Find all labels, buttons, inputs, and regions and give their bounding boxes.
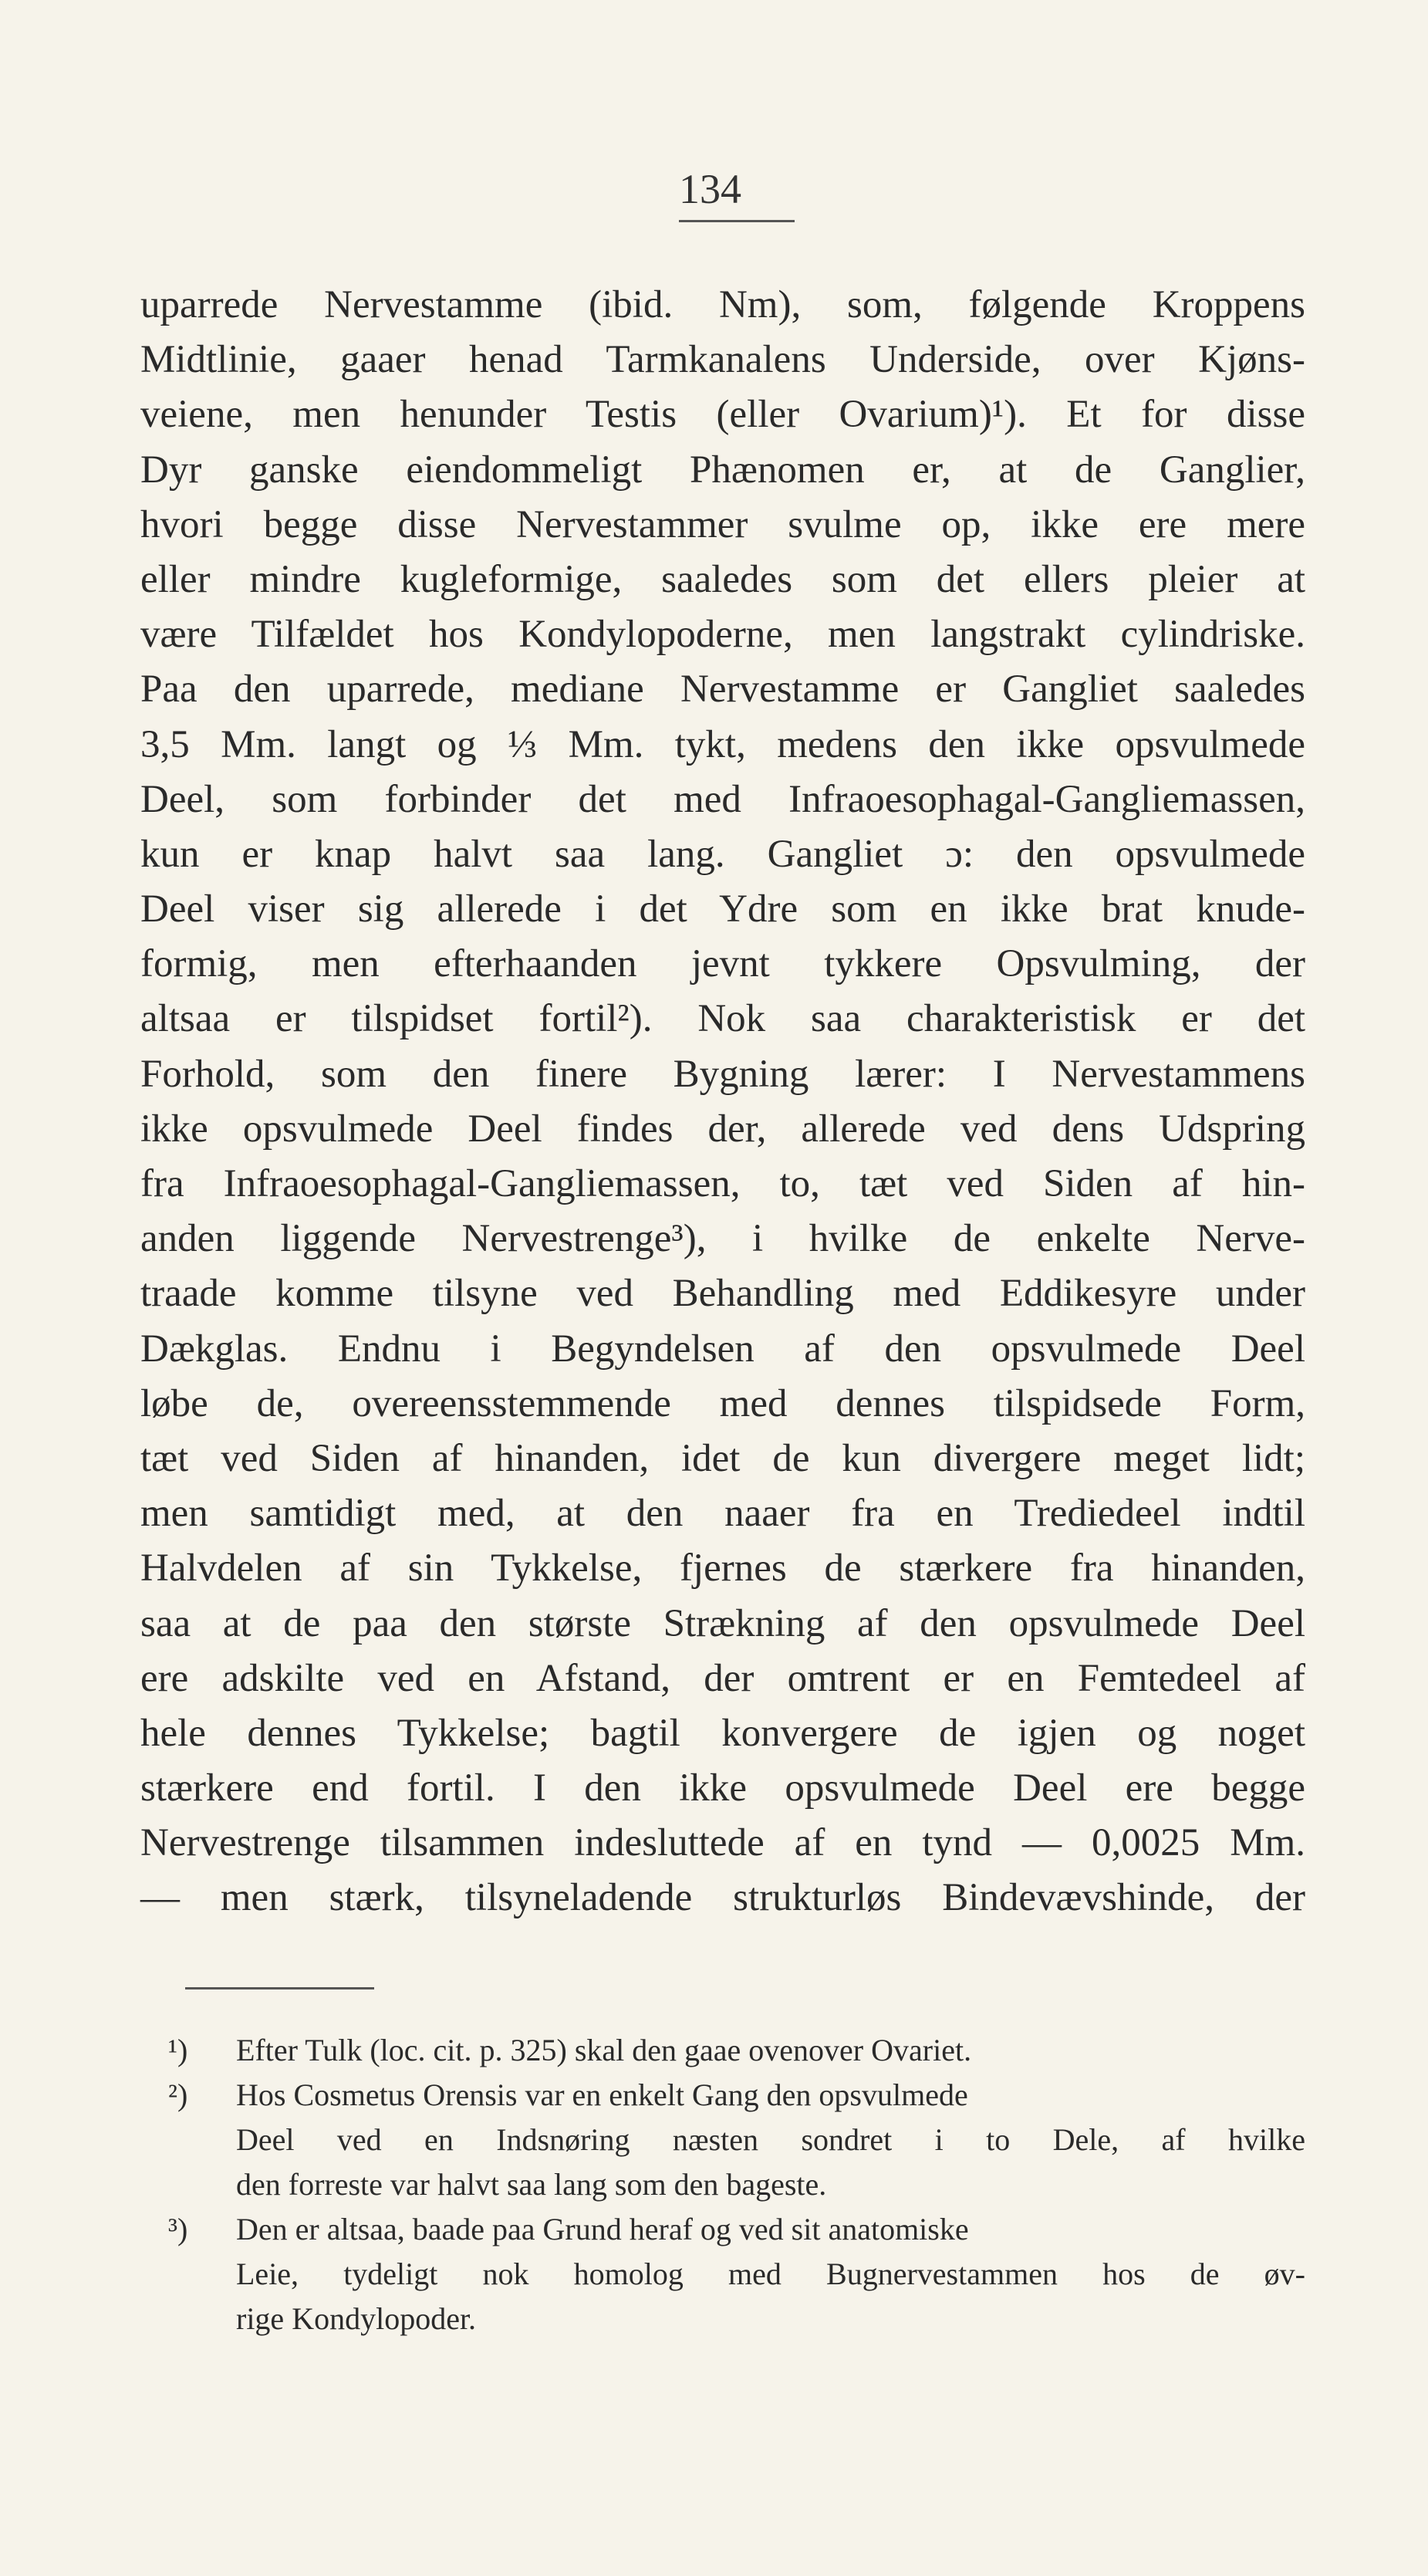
text-line: men samtidigt med, at den naaer fra en Trediedeel indtil <box>140 1492 1305 1536</box>
text-line: Forhold, som den finere Bygning lærer: I Nervestammens <box>140 1052 1305 1096</box>
text-line: eller mindre kugleformige, saaledes som det ellers pleier at <box>140 557 1305 601</box>
text-line: traade komme tilsyne ved Behandling med Eddikesyre under <box>140 1272 1305 1316</box>
text-line: Deel viser sig allerede i det Ydre som en ikke brat knude- <box>140 887 1305 931</box>
text-line: 3,5 Mm. langt og ⅓ Mm. tykt, medens den ikke opsvulmede <box>140 722 1305 766</box>
body-text <box>140 278 1305 1926</box>
text-line: uparrede Nervestamme (ibid. Nm), som, følgende Kroppens <box>140 283 1305 326</box>
text-line: veiene, men henunder Testis (eller Ovarium)¹). Et for disse <box>140 393 1305 437</box>
text-line: Nervestrenge tilsammen indesluttede af en tynd — 0,0025 Mm. <box>140 1821 1305 1865</box>
footnote-text: Hos Cosmetus Orensis var en enkelt Gang den opsvulmede <box>236 2077 968 2112</box>
text-line: kun er knap halvt saa lang. Gangliet ɔ: den opsvulmede <box>140 832 1305 876</box>
footnote-text: Efter Tulk (loc. cit. p. 325) skal den gaae ovenover Ovariet. <box>236 2033 972 2067</box>
text-line: ikke opsvulmede Deel findes der, allerede ved dens Udspring <box>140 1107 1305 1151</box>
footnote-text: Den er altsaa, baade paa Grund heraf og ved sit anatomiske <box>236 2212 969 2246</box>
text-line: hele dennes Tykkelse; bagtil konvergere de igjen og noget <box>140 1711 1305 1755</box>
text-line: løbe de, overeensstemmende med dennes tilspidsede Form, <box>140 1381 1305 1425</box>
text-line: Dyr ganske eiendommeligt Phænomen er, at de Ganglier, <box>140 448 1305 492</box>
footnote-3-continuation: Leie, tydeligt nok homolog med Bugnervestammen hos de øv- <box>236 2257 1305 2291</box>
footnote-2 <box>168 2073 1305 2118</box>
text-line: stærkere end fortil. I den ikke opsvulmede Deel ere begge <box>140 1766 1305 1810</box>
footnote-3 <box>168 2207 1305 2252</box>
footnote-2-continuation: Deel ved en Indsnøring næsten sondret i to Dele, af hvilke <box>236 2122 1305 2157</box>
text-line: altsaa er tilspidset fortil²). Nok saa charakteristisk er det <box>140 997 1305 1041</box>
text-line: Dækglas. Endnu i Begyndelsen af den opsvulmede Deel <box>140 1327 1305 1371</box>
text-line: hvori begge disse Nervestammer svulme op, ikke ere mere <box>140 502 1305 546</box>
text-line: Paa den uparrede, mediane Nervestamme er Gangliet saaledes <box>140 668 1305 712</box>
footnote-2-continuation: den forreste var halvt saa lang som den bageste. <box>236 2167 827 2202</box>
text-line: tæt ved Siden af hinanden, idet de kun divergere meget lidt; <box>140 1436 1305 1480</box>
footnote-mark: ¹) <box>168 2033 188 2067</box>
footnote-mark: ²) <box>168 2077 188 2112</box>
text-line: ere adskilte ved en Afstand, der omtrent er en Femtedeel af <box>140 1656 1305 1700</box>
text-line: saa at de paa den største Strækning af den opsvulmede Deel <box>140 1601 1305 1645</box>
footnote-mark: ³) <box>168 2212 188 2246</box>
text-line: fra Infraoesophagal-Gangliemassen, to, tæt ved Siden af hin- <box>140 1162 1305 1205</box>
text-line: Deel, som forbinder det med Infraoesophagal-Gangliemassen, <box>140 777 1305 821</box>
text-line: formig, men efterhaanden jevnt tykkere Opsvulming, der <box>140 942 1305 986</box>
text-line: være Tilfældet hos Kondylopoderne, men langstrakt cylindriske. <box>140 613 1305 657</box>
text-line: anden liggende Nervestrenge³), i hvilke de enkelte Nerve- <box>140 1217 1305 1261</box>
footnote-separator <box>185 1987 374 1989</box>
footnotes <box>168 2028 1305 2341</box>
footnote-3-continuation: rige Kondylopoder. <box>236 2301 477 2336</box>
page-number: 134 <box>679 166 741 212</box>
footnote-1 <box>168 2028 1305 2073</box>
text-line: Halvdelen af sin Tykkelse, fjernes de stærkere fra hinanden, <box>140 1547 1305 1591</box>
text-line: Midtlinie, gaaer henad Tarmkanalens Underside, over Kjøns- <box>140 338 1305 382</box>
page-number-rule <box>679 220 795 222</box>
text-line: — men stærk, tilsyneladende strukturløs Bindevævshinde, der <box>140 1876 1305 1920</box>
